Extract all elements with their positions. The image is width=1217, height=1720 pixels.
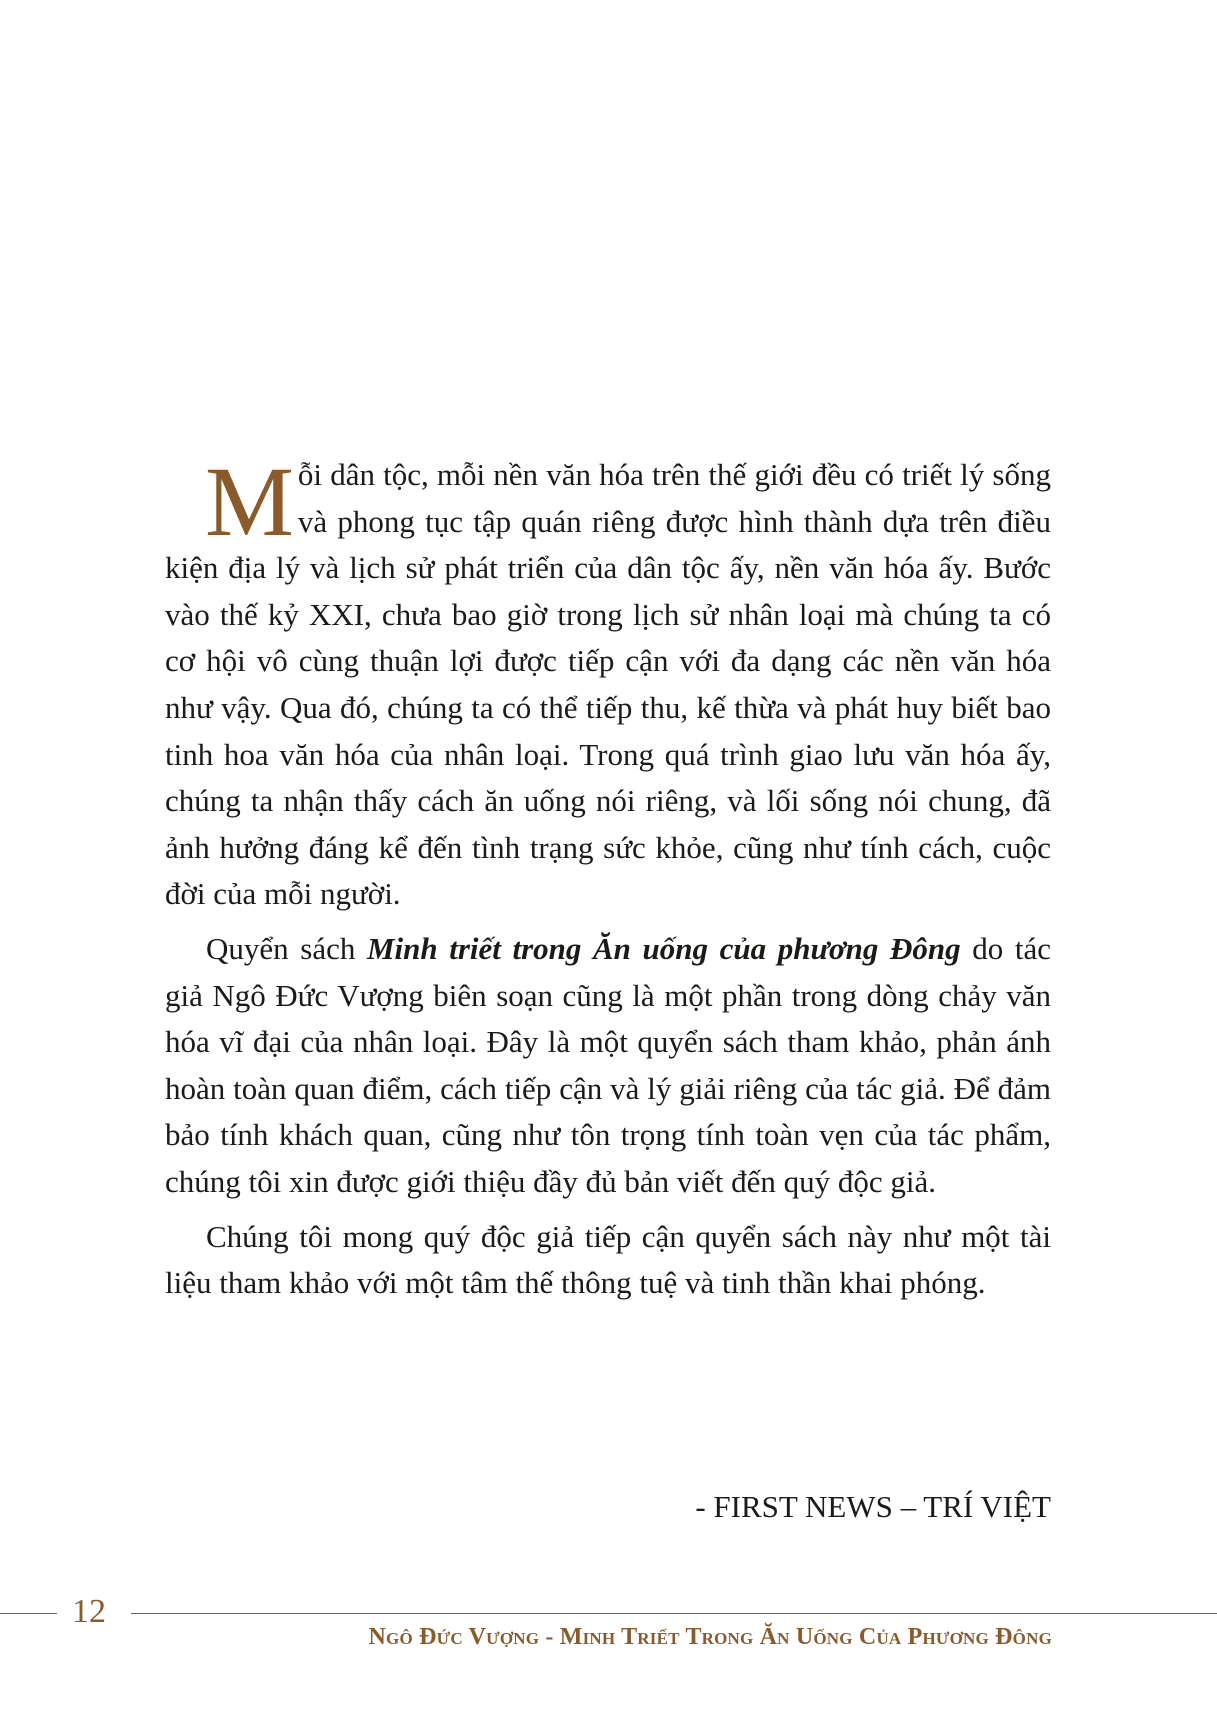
paragraph-2-text: do tác giả Ngô Đức Vượng biên soạn cũng là một phần trong dòng chảy văn hóa vĩ đại của nhân loại. Đây là một quyển sách tham khảo, phản ánh hoàn toàn quan điểm, cách tiếp cận và lý giải riêng của tác giả. Để đảm bảo tính khách quan, cũng như tôn trọng tính toàn vẹn của tác phẩm, chúng tôi xin được giới thiệu đầy đủ bản viết đến quý độc giả. xyxy=(165,930,1051,1199)
signature: - FIRST NEWS – TRÍ VIỆT xyxy=(695,1489,1051,1524)
running-footer: Ngô Đức Vượng - Minh Triết Trong Ăn Uống Của Phương Đông xyxy=(368,1624,1052,1650)
paragraph-1-text: ỗi dân tộc, mỗi nền văn hóa trên thế giới đều có triết lý sống và phong tục tập quán riêng được hình thành dựa trên điều kiện địa lý và lịch sử phát triển của dân tộc ấy, nền văn hóa ấy. Bước vào thế kỷ XXI, chưa bao giờ trong lịch sử nhân loại mà chúng ta có cơ hội vô cùng thuận lợi được tiếp cận với đa dạng các nền văn hóa như vậy. Qua đó, chúng ta có thể tiếp thu, kế thừa và phát huy biết bao tinh hoa văn hóa của nhân loại. Trong quá trình giao lưu văn hóa ấy, chúng ta nhận thấy cách ăn uống nói riêng, và lối sống nói chung, đã ảnh hưởng đáng kể đến tình trạng sức khỏe, cũng như tính cách, cuộc đời của mỗi người. xyxy=(165,457,1051,912)
footer-rule-left xyxy=(0,1613,57,1614)
body-text xyxy=(165,446,1051,1315)
page-number: 12 xyxy=(72,1593,106,1630)
paragraph-2-lead: Quyển sách xyxy=(206,930,367,966)
paragraph-3: Chúng tôi mong quý độc giả tiếp cận quyển sách này như một tài liệu tham khảo với một tâm thế thông tuệ và tinh thần khai phóng. xyxy=(165,1218,1051,1301)
footer-rule-right xyxy=(131,1613,1217,1614)
paragraph-1 xyxy=(165,446,1051,918)
drop-cap: M xyxy=(205,446,294,557)
paragraph-2 xyxy=(165,926,1051,1206)
book-title: Minh triết trong Ăn uống của phương Đông xyxy=(366,930,961,966)
